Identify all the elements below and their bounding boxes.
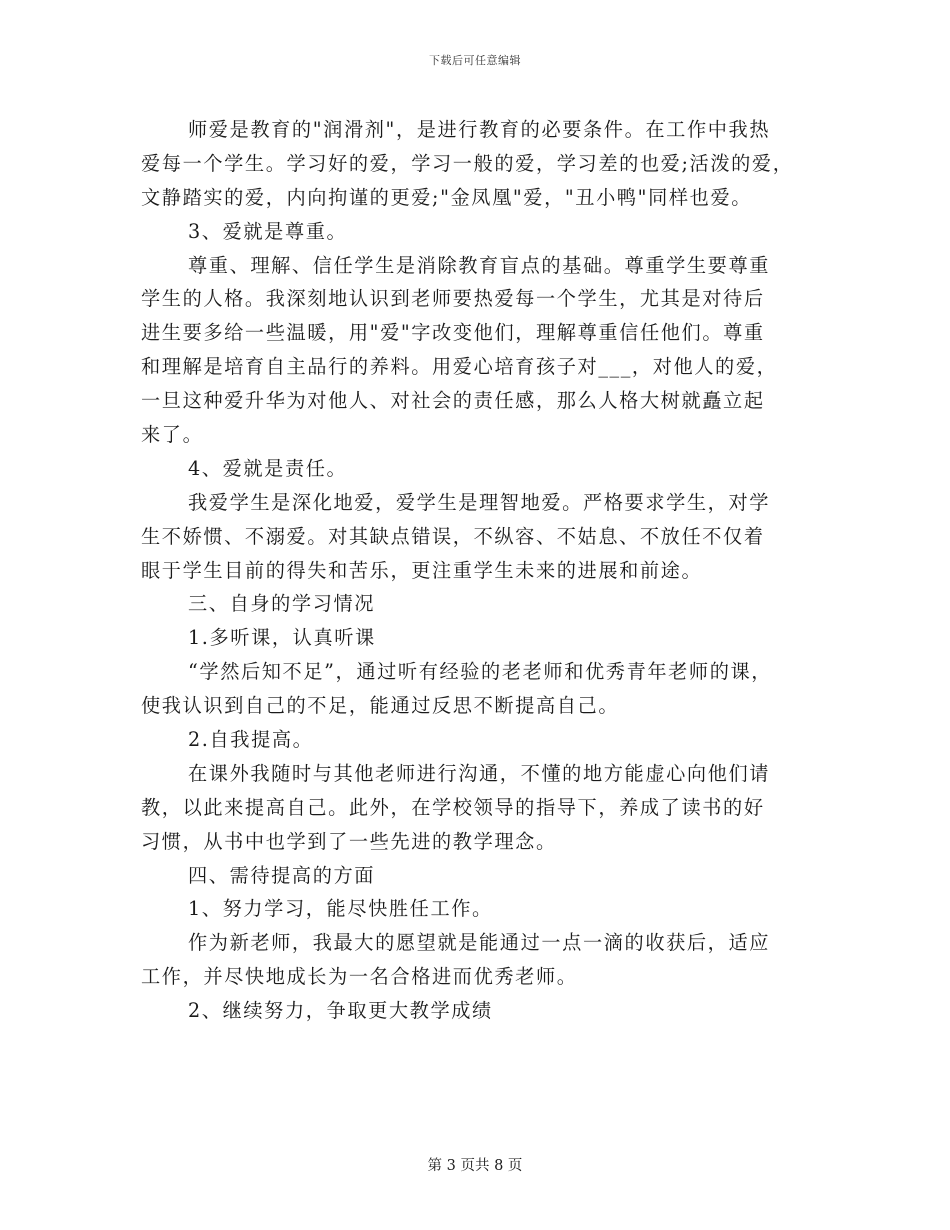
text-line: 学生的人格。我深刻地认识到老师要热爱每一个学生，尤其是对待后 [141, 287, 765, 311]
text-line: 1.多听课，认真听课 [188, 626, 376, 650]
page-header-note: 下载后可任意编辑 [429, 54, 521, 67]
text-line: 1、努力学习，能尽快胜任工作。 [188, 897, 493, 921]
text-line: 一旦这种爱升华为对他人、对社会的责任感，那么人格大树就矗立起 [141, 389, 765, 413]
text-line: 在课外我随时与其他老师进行沟通，不懂的地方能虚心向他们请 [188, 761, 771, 785]
text-line: 使我认识到自己的不足，能通过反思不断提高自己。 [141, 694, 620, 718]
text-line: 生不娇惯、不溺爱。对其缺点错误，不纵容、不姑息、不放任不仅着 [141, 524, 765, 548]
text-line: 文静踏实的爱，内向拘谨的更爱;"金凤凰"爱，"丑小鸭"同样也爱。 [141, 185, 753, 209]
text-line: 爱每一个学生。学习好的爱，学习一般的爱，学习差的也爱;活泼的爱， [141, 151, 794, 175]
text-line: 习惯，从书中也学到了一些先进的教学理念。 [141, 829, 557, 853]
text-line: 和理解是培育自主品行的养料。用爱心培育孩子对___，对他人的爱， [141, 355, 778, 379]
text-line: 2、继续努力，争取更大教学成绩 [188, 999, 493, 1023]
page-number-footer: 第 3 页共 8 页 [427, 1158, 523, 1174]
text-line: 作为新老师，我最大的愿望就是能通过一点一滴的收获后，适应 [188, 931, 771, 955]
text-line: 2.自我提高。 [188, 728, 314, 752]
text-line: 尊重、理解、信任学生是消除教育盲点的基础。尊重学生要尊重 [188, 253, 771, 277]
text-line: 师爱是教育的"润滑剂"，是进行教育的必要条件。在工作中我热 [188, 118, 771, 141]
document-body [141, 113, 809, 1028]
text-line: 工作，并尽快地成长为一名合格进而优秀老师。 [141, 965, 578, 989]
text-line: 四、需待提高的方面 [188, 863, 376, 887]
text-line: 3、爱就是尊重。 [188, 219, 348, 243]
text-line: 4、爱就是责任。 [188, 456, 348, 480]
text-line: 三、自身的学习情况 [188, 592, 376, 616]
text-line: 进生要多给一些温暖，用"爱"字改变他们，理解尊重信任他们。尊重 [141, 321, 765, 345]
text-line: “学然后知不足”，通过听有经验的老老师和优秀青年老师的课， [188, 660, 773, 684]
text-line: 教，以此来提高自己。此外，在学校领导的指导下，养成了读书的好 [141, 795, 765, 819]
text-line: 我爱学生是深化地爱，爱学生是理智地爱。严格要求学生，对学 [188, 490, 771, 514]
text-line: 眼于学生目前的得失和苦乐，更注重学生未来的进展和前途。 [141, 558, 703, 582]
text-line: 来了。 [141, 423, 204, 447]
